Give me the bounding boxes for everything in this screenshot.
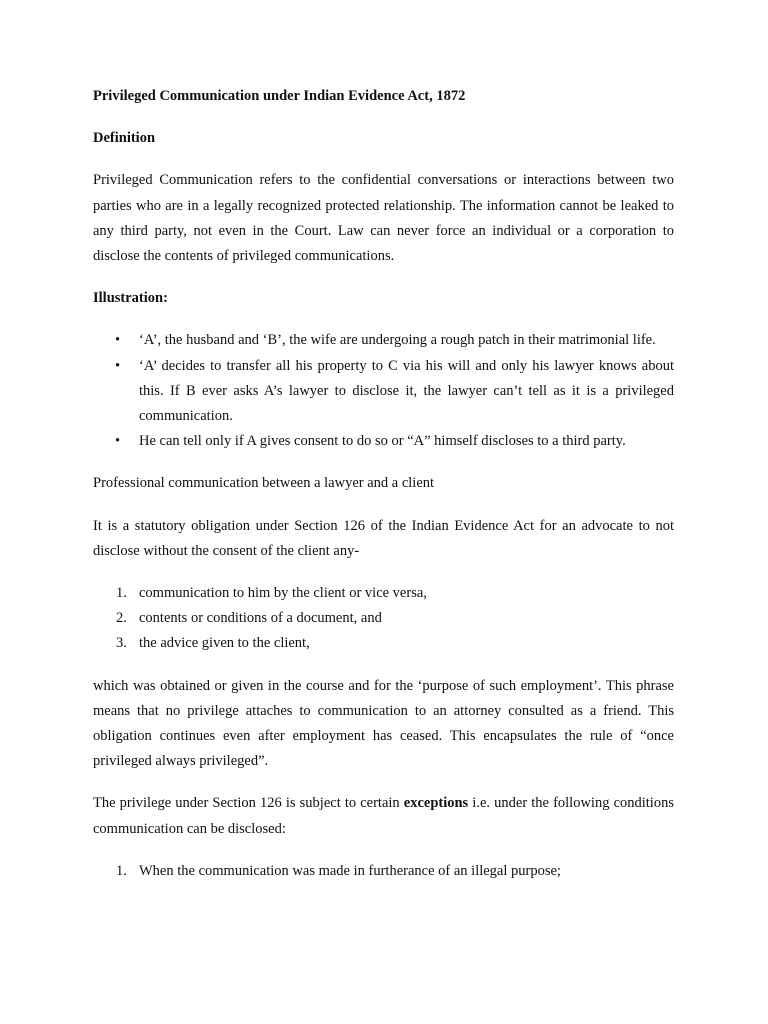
- obligation-list: [93, 581, 674, 657]
- list-number: 1.: [116, 585, 127, 602]
- illustration-item: [93, 429, 674, 454]
- illustration-item-text: He can tell only if A gives consent to do so or “A” himself discloses to a third party.: [139, 433, 626, 450]
- professional-communication-line: Professional communication between a lawyer and a client: [93, 475, 435, 492]
- obligation-item-text: communication to him by the client or vice versa,: [139, 585, 427, 602]
- statutory-obligation-paragraph: It is a statutory obligation under Section 126 of the Indian Evidence Act for an advocate to not disclose without the consent of the client any-: [93, 517, 674, 559]
- obligation-item-text: the advice given to the client,: [139, 635, 310, 652]
- bullet-marker: •: [115, 332, 121, 349]
- list-number: 1.: [116, 862, 127, 879]
- illustration-item-text: ‘A’ decides to transfer all his property to C via his will and only his lawyer knows about this. If B ever asks A’s lawyer to disclose it, the lawyer can’t tell as it is a privileged communication.: [139, 357, 674, 425]
- illustration-heading: Illustration:: [93, 290, 168, 307]
- exception-item-text: When the communication was made in furtherance of an illegal purpose;: [139, 862, 561, 879]
- illustration-item-text: ‘A’, the husband and ‘B’, the wife are undergoing a rough patch in their matrimonial life.: [139, 332, 656, 349]
- document-title: Privileged Communication under Indian Evidence Act, 1872: [93, 88, 466, 104]
- list-number: 2.: [116, 610, 127, 627]
- exceptions-text-after: i.e. under the following conditions communication can be disclosed:: [93, 795, 674, 837]
- document-body: [93, 84, 674, 901]
- exception-item: [93, 859, 674, 884]
- illustration-item: [93, 354, 674, 430]
- obligation-item: [93, 581, 674, 606]
- employment-paragraph: which was obtained or given in the course and for the ‘purpose of such employment’. This phrase means that no privilege attaches to communication to an attorney consulted as a friend. This obligation continues even after employment has ceased. This encapsulates the rule of “once privileged always privileged”.: [93, 677, 674, 770]
- exceptions-list: [93, 859, 674, 884]
- definition-paragraph: Privileged Communication refers to the confidential conversations or interactions between two parties who are in a legally recognized protected relationship. The information cannot be leaked to any third party, not even in the Court. Law can never force an individual or a corporation to disclose the contents of privileged communications.: [93, 172, 674, 265]
- definition-heading: Definition: [93, 130, 156, 147]
- exceptions-keyword: exceptions: [403, 795, 469, 812]
- bullet-marker: •: [115, 433, 121, 450]
- exceptions-text-before: The privilege under Section 126 is subject to certain: [93, 795, 404, 812]
- illustration-item: [93, 328, 674, 353]
- obligation-item: [93, 631, 674, 656]
- list-number: 3.: [116, 635, 127, 652]
- bullet-marker: •: [115, 357, 121, 374]
- obligation-item: [93, 606, 674, 631]
- obligation-item-text: contents or conditions of a document, and: [139, 610, 382, 627]
- illustration-list: [93, 328, 674, 454]
- exceptions-paragraph: [93, 791, 674, 841]
